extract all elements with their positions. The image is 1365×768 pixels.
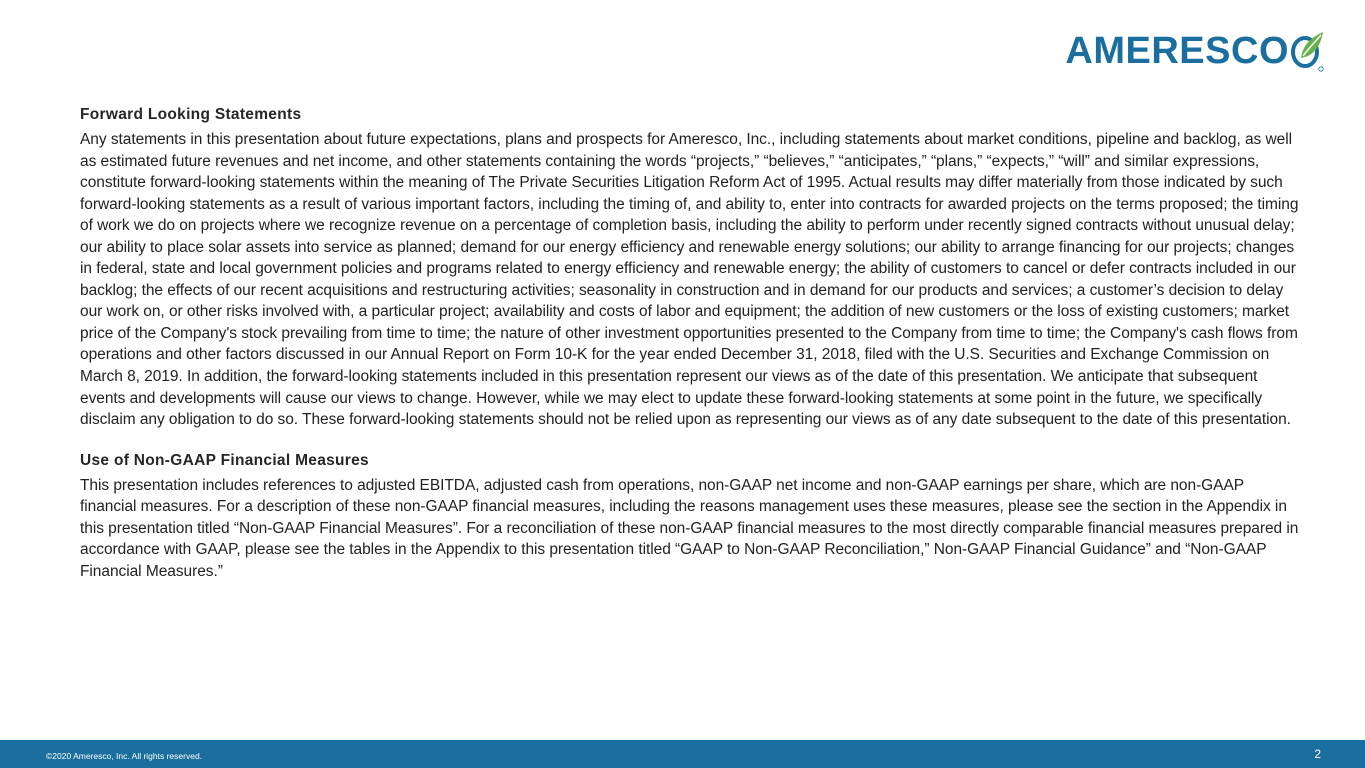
forward-looking-body: Any statements in this presentation about future expectations, plans and prospects for Ameresco, Inc., including statements about market conditions, pipeline and backlog, as well as estimated future revenues and net income, and other statements containing the words “projects,” “believes,” “anticipates,” “plans,” “expects,” “will” and similar expressions, constitute forward-looking statements within the meaning of The Private Securities Litigation Reform Act of 1995. Actual results may differ materially from those indicated by such forward-looking statements as a result of various important factors, including the timing of, and ability to, enter into contracts for awarded projects on the terms proposed; the timing of work we do on projects where we recognize revenue on a percentage of completion basis, including the ability to perform under recently signed contracts without unusual delay; our ability to place solar assets into service as planned; demand for our energy efficiency and renewable energy solutions; our ability to arrange financing for our projects; changes in federal, state and local government policies and programs related to energy efficiency and renewable energy; the ability of customers to cancel or defer contracts included in our backlog; the effects of our recent acquisitions and restructuring activities; seasonality in construction and in demand for our products and services; a customer’s decision to delay our work on, or other risks involved with, a particular project; availability and costs of labor and equipment; the addition of new customers or the loss of existing customers; market price of the Company's stock prevailing from time to time; the nature of other investment opportunities presented to the Company from time to time; the Company's cash flows from operations and other factors discussed in our Annual Report on Form 10-K for the year ended December 31, 2018, filed with the U.S. Securities and Exchange Commission on March 8, 2019. In addition, the forward-looking statements included in this presentation represent our views as of the date of this presentation. We anticipate that subsequent events and developments will cause our views to change. However, while we may elect to update these forward-looking statements at some point in the future, we specifically disclaim any obligation to do so. These forward-looking statements should not be relied upon as representing our views as of any date subsequent to the date of this presentation. xyxy=(80,131,1299,429)
logo-wordmark: AMERESCO xyxy=(1065,30,1289,72)
footer-bar xyxy=(0,740,1365,768)
forward-looking-section xyxy=(80,104,1300,431)
forward-looking-title: Forward Looking Statements xyxy=(80,106,302,123)
leaf-globe-icon xyxy=(1287,28,1327,74)
company-logo xyxy=(1065,28,1327,74)
non-gaap-section xyxy=(80,450,1300,583)
main-content xyxy=(80,104,1300,582)
non-gaap-title: Use of Non-GAAP Financial Measures xyxy=(80,451,369,469)
page-number: 2 xyxy=(1314,747,1321,761)
non-gaap-body: This presentation includes references to adjusted EBITDA, adjusted cash from operations, non-GAAP net income and non-GAAP earnings per share, which are non-GAAP financial measures. For a description of these non-GAAP financial measures, including the reasons management uses these measures, please see the section in the Appendix in this presentation titled “Non-GAAP Financial Measures”. For a reconciliation of these non-GAAP financial measures to the most directly comparable financial measures prepared in accordance with GAAP, please see the tables in the Appendix to this presentation titled “GAAP to Non-GAAP Reconciliation,” Non-GAAP Financial Guidance” and “Non-GAAP Financial Measures.” xyxy=(80,476,1299,580)
copyright-text: ©2020 Ameresco, Inc. All rights reserved. xyxy=(46,751,203,761)
